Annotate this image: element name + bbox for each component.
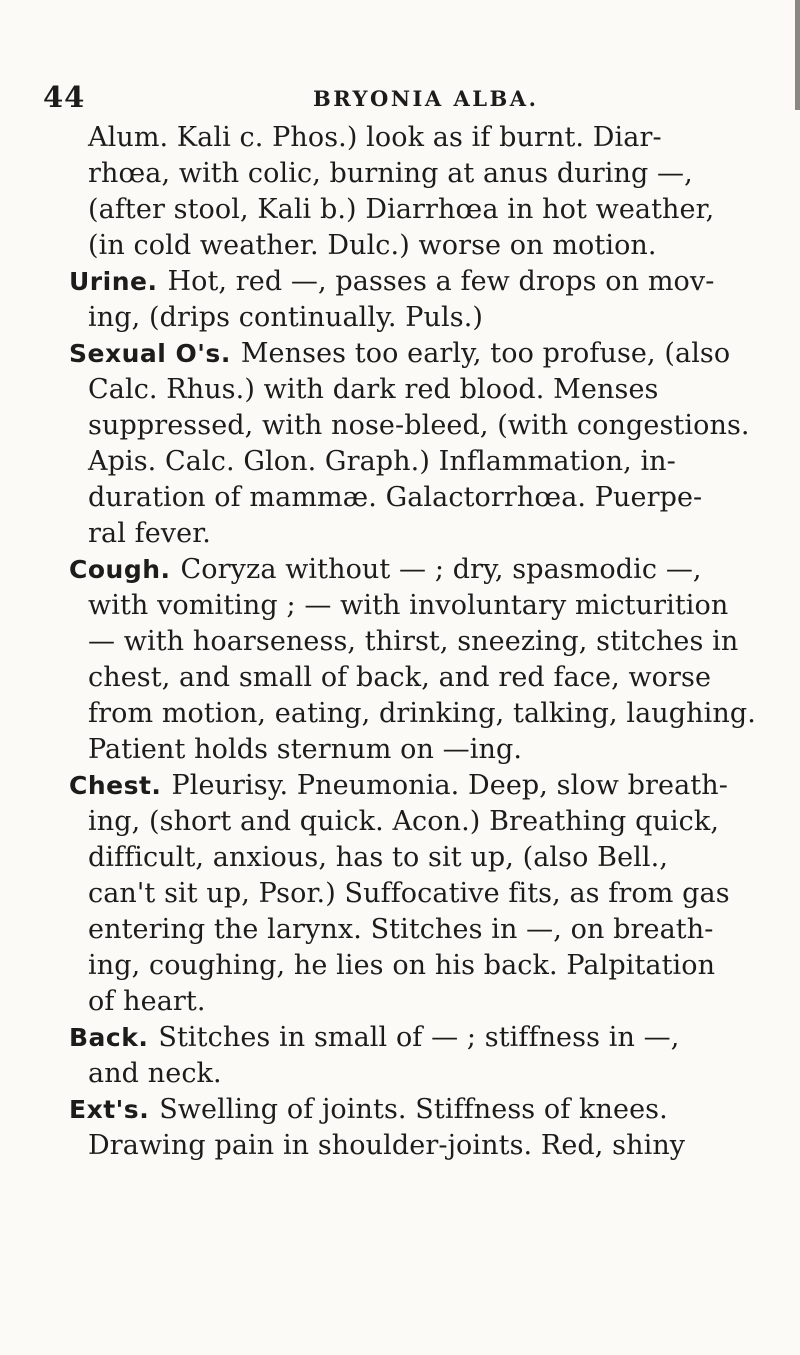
- section-extremities-line: [69, 1092, 668, 1128]
- running-title: BRYONIA ALBA.: [313, 86, 539, 111]
- text-line: Drawing pain in shoulder-joints. Red, shiny: [88, 1130, 686, 1161]
- page-header: [43, 80, 783, 112]
- text-line: rhœa, with colic, burning at anus during —,: [88, 158, 693, 189]
- text-line: ing, (short and quick. Acon.) Breathing quick,: [88, 806, 720, 837]
- page-number: 44: [43, 80, 86, 114]
- section-heading-cough: Cough.: [69, 555, 171, 584]
- text-line: and neck.: [88, 1058, 222, 1089]
- text-line: (in cold weather. Dulc.) worse on motion.: [88, 230, 657, 261]
- text-line: ral fever.: [88, 518, 211, 549]
- text-line: (after stool, Kali b.) Diarrhœa in hot weather,: [88, 194, 715, 225]
- text-line: from motion, eating, drinking, talking, laughing.: [88, 698, 756, 729]
- text-line: Pleurisy. Pneumonia. Deep, slow breath-: [171, 770, 728, 801]
- text-line: Swelling of joints. Stiffness of knees.: [159, 1094, 668, 1125]
- text-line: difficult, anxious, has to sit up, (also Bell.,: [88, 842, 669, 873]
- text-line: Apis. Calc. Glon. Graph.) Inflammation, in-: [88, 446, 676, 477]
- section-heading-extremities: Ext's.: [69, 1095, 150, 1124]
- text-line: duration of mammæ. Galactorrhœa. Puerpe-: [88, 482, 703, 513]
- section-heading-sexual-organs: Sexual O's.: [69, 339, 231, 368]
- section-sexual-line: [69, 336, 730, 372]
- text-line: ing, coughing, he lies on his back. Palpitation: [88, 950, 716, 981]
- section-heading-urine: Urine.: [69, 267, 158, 296]
- text-line: of heart.: [88, 986, 206, 1017]
- text-line: Patient holds sternum on —ing.: [88, 734, 523, 765]
- section-heading-chest: Chest.: [69, 771, 162, 800]
- text-line: with vomiting ; — with involuntary micturition: [88, 590, 729, 621]
- text-line: — with hoarseness, thirst, sneezing, stitches in: [88, 626, 739, 657]
- text-line: Alum. Kali c. Phos.) look as if burnt. Diar-: [88, 122, 662, 153]
- text-line: can't sit up, Psor.) Suffocative fits, as from gas: [88, 878, 730, 909]
- section-back-line: [69, 1020, 679, 1056]
- text-line: Calc. Rhus.) with dark red blood. Menses: [88, 374, 659, 405]
- text-line: Stitches in small of — ; stiffness in —,: [158, 1022, 680, 1053]
- section-cough-line: [69, 552, 702, 588]
- text-line: chest, and small of back, and red face, worse: [88, 662, 712, 693]
- section-heading-back: Back.: [69, 1023, 149, 1052]
- text-line: Menses too early, too profuse, (also: [240, 338, 731, 369]
- section-chest-line: [69, 768, 728, 804]
- text-line: entering the larynx. Stitches in —, on breath-: [88, 914, 714, 945]
- text-line: suppressed, with nose-bleed, (with congestions.: [88, 410, 750, 441]
- text-line: Coryza without — ; dry, spasmodic —,: [180, 554, 702, 585]
- text-line: Hot, red —, passes a few drops on mov-: [167, 266, 715, 297]
- text-line: ing, (drips continually. Puls.): [88, 302, 484, 333]
- page-edge-rule: [795, 0, 800, 110]
- section-urine-line: [69, 264, 714, 300]
